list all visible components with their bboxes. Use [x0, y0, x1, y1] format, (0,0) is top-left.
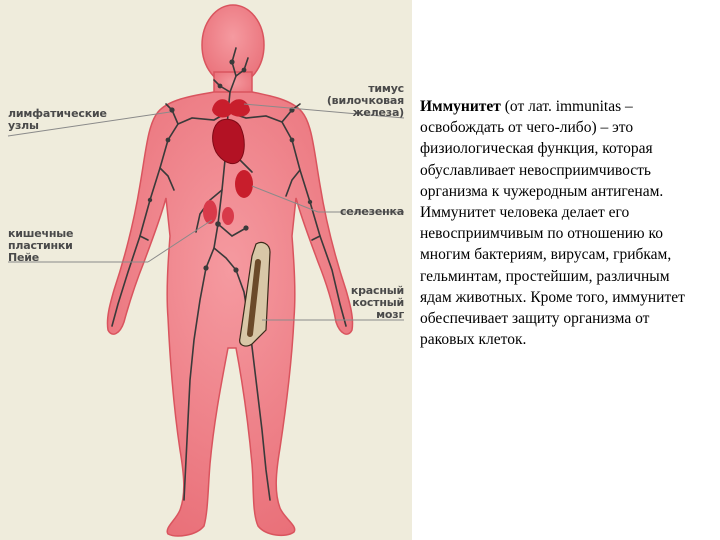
- label-marrow-line-1: красный: [350, 284, 404, 297]
- definition-text: [420, 96, 698, 350]
- label-lymph-nodes: [8, 108, 107, 132]
- label-marrow-line-3: мозг: [376, 308, 404, 321]
- label-lymph-nodes-line-2: узлы: [8, 119, 39, 132]
- label-spleen-line-1: селезенка: [339, 205, 404, 218]
- label-peyer-line-2: пластинки: [8, 239, 73, 252]
- label-red-marrow: [351, 285, 404, 321]
- definition-body: (от лат. immunitas – освобождать от чего-либо) – это физиологическая функция, которая обуславливает невосприимчивость организма к чужеродным антигенам. Иммунитет человека делает его невосприимчивым по отношению ко многим бактериям, вирусам, грибкам, гельминтам, простейшим, различным ядам животных. Кроме того, иммунитет обеспечивает защиту организма от раковых клеток.: [420, 98, 685, 349]
- label-marrow-line-2: костный: [352, 296, 404, 309]
- label-peyer-line-3: Пейе: [8, 251, 40, 264]
- label-lymph-nodes-line-1: лимфатические: [8, 107, 107, 120]
- definition-term: Иммунитет: [420, 98, 501, 115]
- body-silhouette: [107, 5, 352, 536]
- label-thymus-line-2: (вилочковая: [326, 94, 404, 107]
- label-peyer-patches: [8, 228, 73, 264]
- label-thymus: [327, 83, 404, 119]
- spleen-organ: [235, 170, 253, 198]
- label-thymus-line-1: тимус: [368, 82, 404, 95]
- label-thymus-line-3: железа): [352, 106, 404, 119]
- label-peyer-line-1: кишечные: [8, 227, 74, 240]
- label-spleen: [340, 206, 404, 218]
